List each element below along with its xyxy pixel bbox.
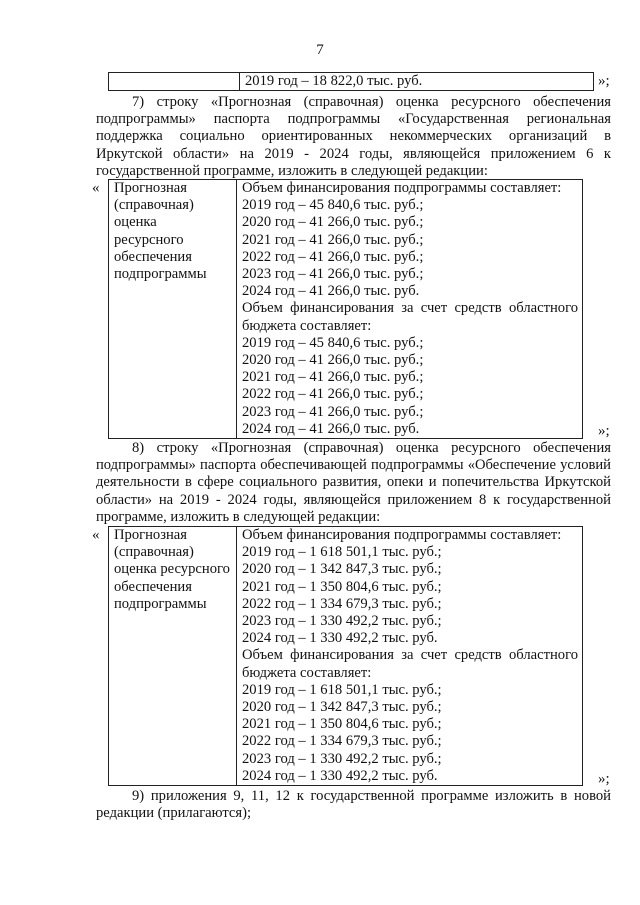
- text-line: 2019 год – 1 618 501,1 тыс. руб.;: [242, 681, 442, 698]
- text-line: Прогнозная: [114, 527, 187, 543]
- text-line: деятельности в сфере социального развития, опеки и попечительства Иркутской: [96, 474, 611, 491]
- text-line: Прогнозная: [114, 180, 187, 196]
- text-line: 2019 год – 1 618 501,1 тыс. руб.;: [242, 544, 442, 561]
- text-line: 2021 год – 41 266,0 тыс. руб.;: [242, 231, 424, 248]
- text-line: 2023 год – 41 266,0 тыс. руб.;: [242, 266, 424, 283]
- text-line: 2023 год – 1 330 492,2 тыс. руб.;: [242, 750, 442, 767]
- text-line: (справочная): [114, 197, 194, 214]
- table-cell-value: [237, 527, 583, 786]
- text-line: 2022 год – 1 334 679,3 тыс. руб.;: [242, 595, 442, 612]
- text-line: (справочная): [114, 544, 194, 561]
- table-cell-label: [109, 180, 237, 439]
- text-line: подпрограммы» паспорта подпрограммы «Государственная региональная: [96, 111, 611, 128]
- text-line: Объем финансирования за счет средств областного: [242, 300, 578, 317]
- table-cell-label: [109, 527, 237, 786]
- table-cell-value: 2019 год – 18 822,0 тыс. руб.: [240, 73, 594, 91]
- text-line: редакции (прилагаются);: [96, 805, 252, 822]
- table-row: [109, 180, 583, 439]
- text-line: 7) строку «Прогнозная (справочная) оценка ресурсного обеспечения: [132, 94, 611, 110]
- open-quote: «: [92, 180, 100, 196]
- paragraph-item-8: [96, 440, 611, 526]
- page-number: 7: [316, 42, 324, 58]
- text-line: Объем финансирования подпрограммы составляет:: [242, 180, 562, 196]
- text-line: 2024 год – 1 330 492,2 тыс. руб.: [242, 630, 438, 647]
- text-line: подпрограммы: [114, 595, 207, 612]
- text-line: ресурсного: [114, 231, 184, 248]
- text-line: 2023 год – 1 330 492,2 тыс. руб.;: [242, 613, 442, 630]
- paragraph-item-7: [96, 94, 611, 180]
- close-quote: »;: [598, 73, 610, 89]
- text-line: 2020 год – 41 266,0 тыс. руб.;: [242, 214, 424, 231]
- text-line: 2024 год – 41 266,0 тыс. руб.: [242, 420, 420, 437]
- text-line: 2024 год – 41 266,0 тыс. руб.: [242, 283, 420, 300]
- close-quote: »;: [598, 423, 610, 439]
- text-line: 9) приложения 9, 11, 12 к государственной программе изложить в новой: [132, 788, 611, 804]
- text-line: 2023 год – 41 266,0 тыс. руб.;: [242, 403, 424, 420]
- text-line: 2019 год – 45 840,6 тыс. руб.;: [242, 197, 424, 214]
- text-line: 2021 год – 1 350 804,6 тыс. руб.;: [242, 578, 442, 595]
- table-row: [109, 73, 594, 91]
- text-line: 2021 год – 41 266,0 тыс. руб.;: [242, 369, 424, 386]
- text-line: бюджета составляет:: [242, 664, 372, 681]
- text-line: 2022 год – 1 334 679,3 тыс. руб.;: [242, 733, 442, 750]
- text-line: 2020 год – 41 266,0 тыс. руб.;: [242, 352, 424, 369]
- text-line: подпрограммы» паспорта обеспечивающей подпрограммы «Обеспечение условий: [96, 457, 611, 474]
- text-line: оценка: [114, 214, 157, 231]
- text-line: Иркутской области» на 2019 - 2024 годы, являющейся приложением 6 к: [96, 145, 611, 162]
- text-line: поддержка социально ориентированных некоммерческих организаций в: [96, 128, 611, 145]
- text-line: бюджета составляет:: [242, 317, 372, 334]
- table-item-8: [108, 526, 583, 786]
- text-line: 2019 год – 45 840,6 тыс. руб.;: [242, 334, 424, 351]
- text-line: 2020 год – 1 342 847,3 тыс. руб.;: [242, 699, 442, 716]
- text-line: обеспечения: [114, 248, 192, 265]
- text-line: государственной программе, изложить в следующей редакции:: [96, 162, 488, 179]
- text-line: оценка ресурсного: [114, 561, 230, 578]
- text-line: программе, изложить в следующей редакции:: [96, 508, 381, 525]
- table-cell-value: [237, 180, 583, 439]
- text-line: 8) строку «Прогнозная (справочная) оценка ресурсного обеспечения: [132, 440, 611, 456]
- text-line: 2022 год – 41 266,0 тыс. руб.;: [242, 248, 424, 265]
- top-table: [108, 72, 594, 91]
- text-line: Объем финансирования подпрограммы составляет:: [242, 527, 562, 543]
- table-row: [109, 527, 583, 786]
- text-line: области» на 2019 - 2024 годы, являющейся приложением 8 к государственной: [96, 491, 611, 508]
- text-line: Объем финансирования за счет средств областного: [242, 647, 578, 664]
- text-line: 2021 год – 1 350 804,6 тыс. руб.;: [242, 716, 442, 733]
- close-quote: »;: [598, 771, 610, 787]
- text-line: 2024 год – 1 330 492,2 тыс. руб.: [242, 767, 438, 784]
- paragraph-item-9: [96, 788, 611, 822]
- table-item-7: [108, 179, 583, 439]
- text-line: 2022 год – 41 266,0 тыс. руб.;: [242, 386, 424, 403]
- text-line: 2020 год – 1 342 847,3 тыс. руб.;: [242, 561, 442, 578]
- open-quote: «: [92, 527, 100, 543]
- table-cell-empty: [109, 73, 240, 91]
- text-line: обеспечения: [114, 578, 192, 595]
- text-line: подпрограммы: [114, 266, 207, 283]
